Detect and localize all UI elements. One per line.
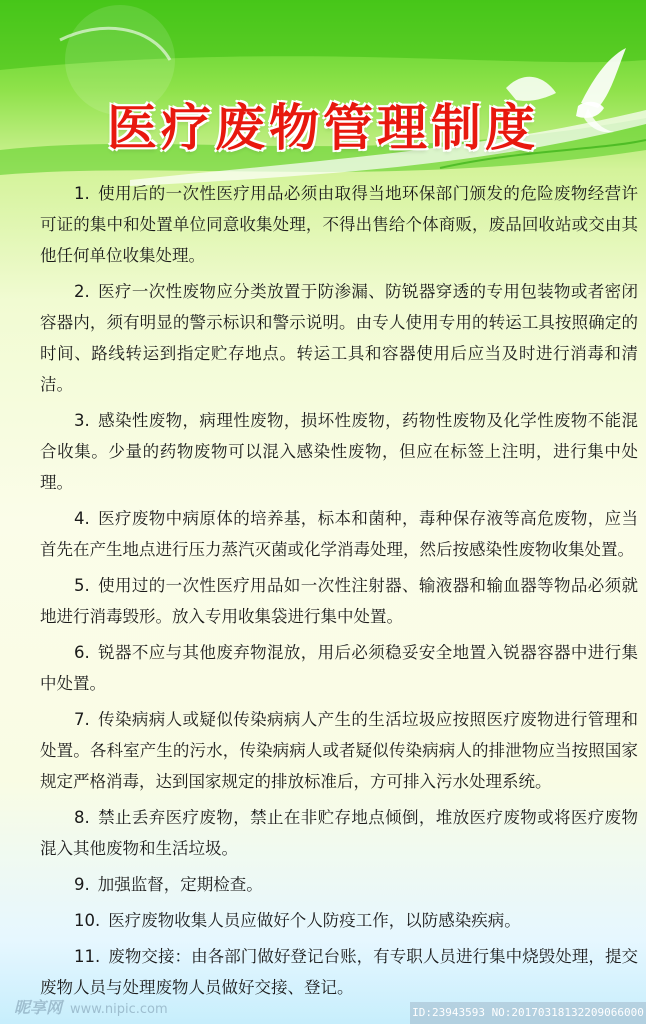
watermark-brand: 昵享网	[14, 998, 63, 1017]
regulation-list	[40, 178, 638, 1008]
item-text: 加强监督，定期检查。	[97, 875, 263, 894]
item-number: 2.	[74, 282, 90, 301]
item-number: 1.	[74, 184, 90, 203]
item-number: 4.	[74, 509, 90, 528]
watermark-logo	[14, 995, 168, 1018]
item-number: 9.	[74, 875, 90, 894]
list-item	[40, 941, 638, 1003]
list-item	[40, 802, 638, 864]
item-number: 7.	[74, 710, 90, 729]
item-number: 5.	[74, 576, 90, 595]
list-item	[40, 405, 638, 498]
item-text: 使用过的一次性医疗用品如一次性注射器、输液器和输血器等物品必须就地进行消毒毁形。放入专用收集袋进行集中处置。	[40, 576, 638, 626]
list-item	[40, 637, 638, 699]
item-text: 医疗废物中病原体的培养基，标本和菌种，毒种保存液等高危废物，应当首先在产生地点进行压力蒸汽灭菌或化学消毒处理，然后按感染性废物收集处置。	[40, 509, 638, 559]
item-text: 传染病病人或疑似传染病病人产生的生活垃圾应按照医疗废物进行管理和处置。各科室产生的污水，传染病病人或者疑似传染病病人的排泄物应当按照国家规定严格消毒，达到国家规定的排放标准后，方可排入污水处理系统。	[40, 710, 638, 791]
page-title: 医疗废物管理制度	[107, 98, 539, 157]
list-item	[40, 905, 638, 936]
watermark-url: www.nipic.com	[70, 1002, 168, 1017]
item-number: 3.	[74, 411, 90, 430]
item-number: 8.	[74, 808, 90, 827]
list-item	[40, 276, 638, 400]
item-number: 11.	[74, 947, 101, 966]
item-text: 医疗废物收集人员应做好个人防疫工作，以防感染疾病。	[108, 911, 521, 930]
list-item	[40, 704, 638, 797]
item-text: 禁止丢弃医疗废物，禁止在非贮存地点倾倒，堆放医疗废物或将医疗废物混入其他废物和生活垃圾。	[40, 808, 638, 858]
list-item	[40, 178, 638, 271]
item-text: 医疗一次性废物应分类放置于防渗漏、防锐器穿透的专用包装物或者密闭容器内，须有明显的警示标识和警示说明。由专人使用专用的转运工具按照确定的时间、路线转运到指定贮存地点。转运工具和容器使用后应当及时进行消毒和清洁。	[40, 282, 638, 394]
list-item	[40, 503, 638, 565]
watermark-id: ID:23943593 NO:20170318132209066000	[410, 1002, 646, 1024]
list-item	[40, 869, 638, 900]
item-text: 锐器不应与其他废弃物混放，用后必须稳妥安全地置入锐器容器中进行集中处置。	[40, 643, 638, 693]
list-item	[40, 570, 638, 632]
item-text: 废物交接：由各部门做好登记台账，有专职人员进行集中烧毁处理，提交废物人员与处理废物人员做好交接、登记。	[40, 947, 638, 997]
item-text: 使用后的一次性医疗用品必须由取得当地环保部门颁发的危险废物经营许可证的集中和处置单位同意收集处理，不得出售给个体商贩，废品回收站或交由其他任何单位收集处理。	[40, 184, 638, 265]
item-text: 感染性废物，病理性废物，损坏性废物，药物性废物及化学性废物不能混合收集。少量的药物废物可以混入感染性废物，但应在标签上注明，进行集中处理。	[40, 411, 638, 492]
item-number: 10.	[74, 911, 101, 930]
item-number: 6.	[74, 643, 90, 662]
